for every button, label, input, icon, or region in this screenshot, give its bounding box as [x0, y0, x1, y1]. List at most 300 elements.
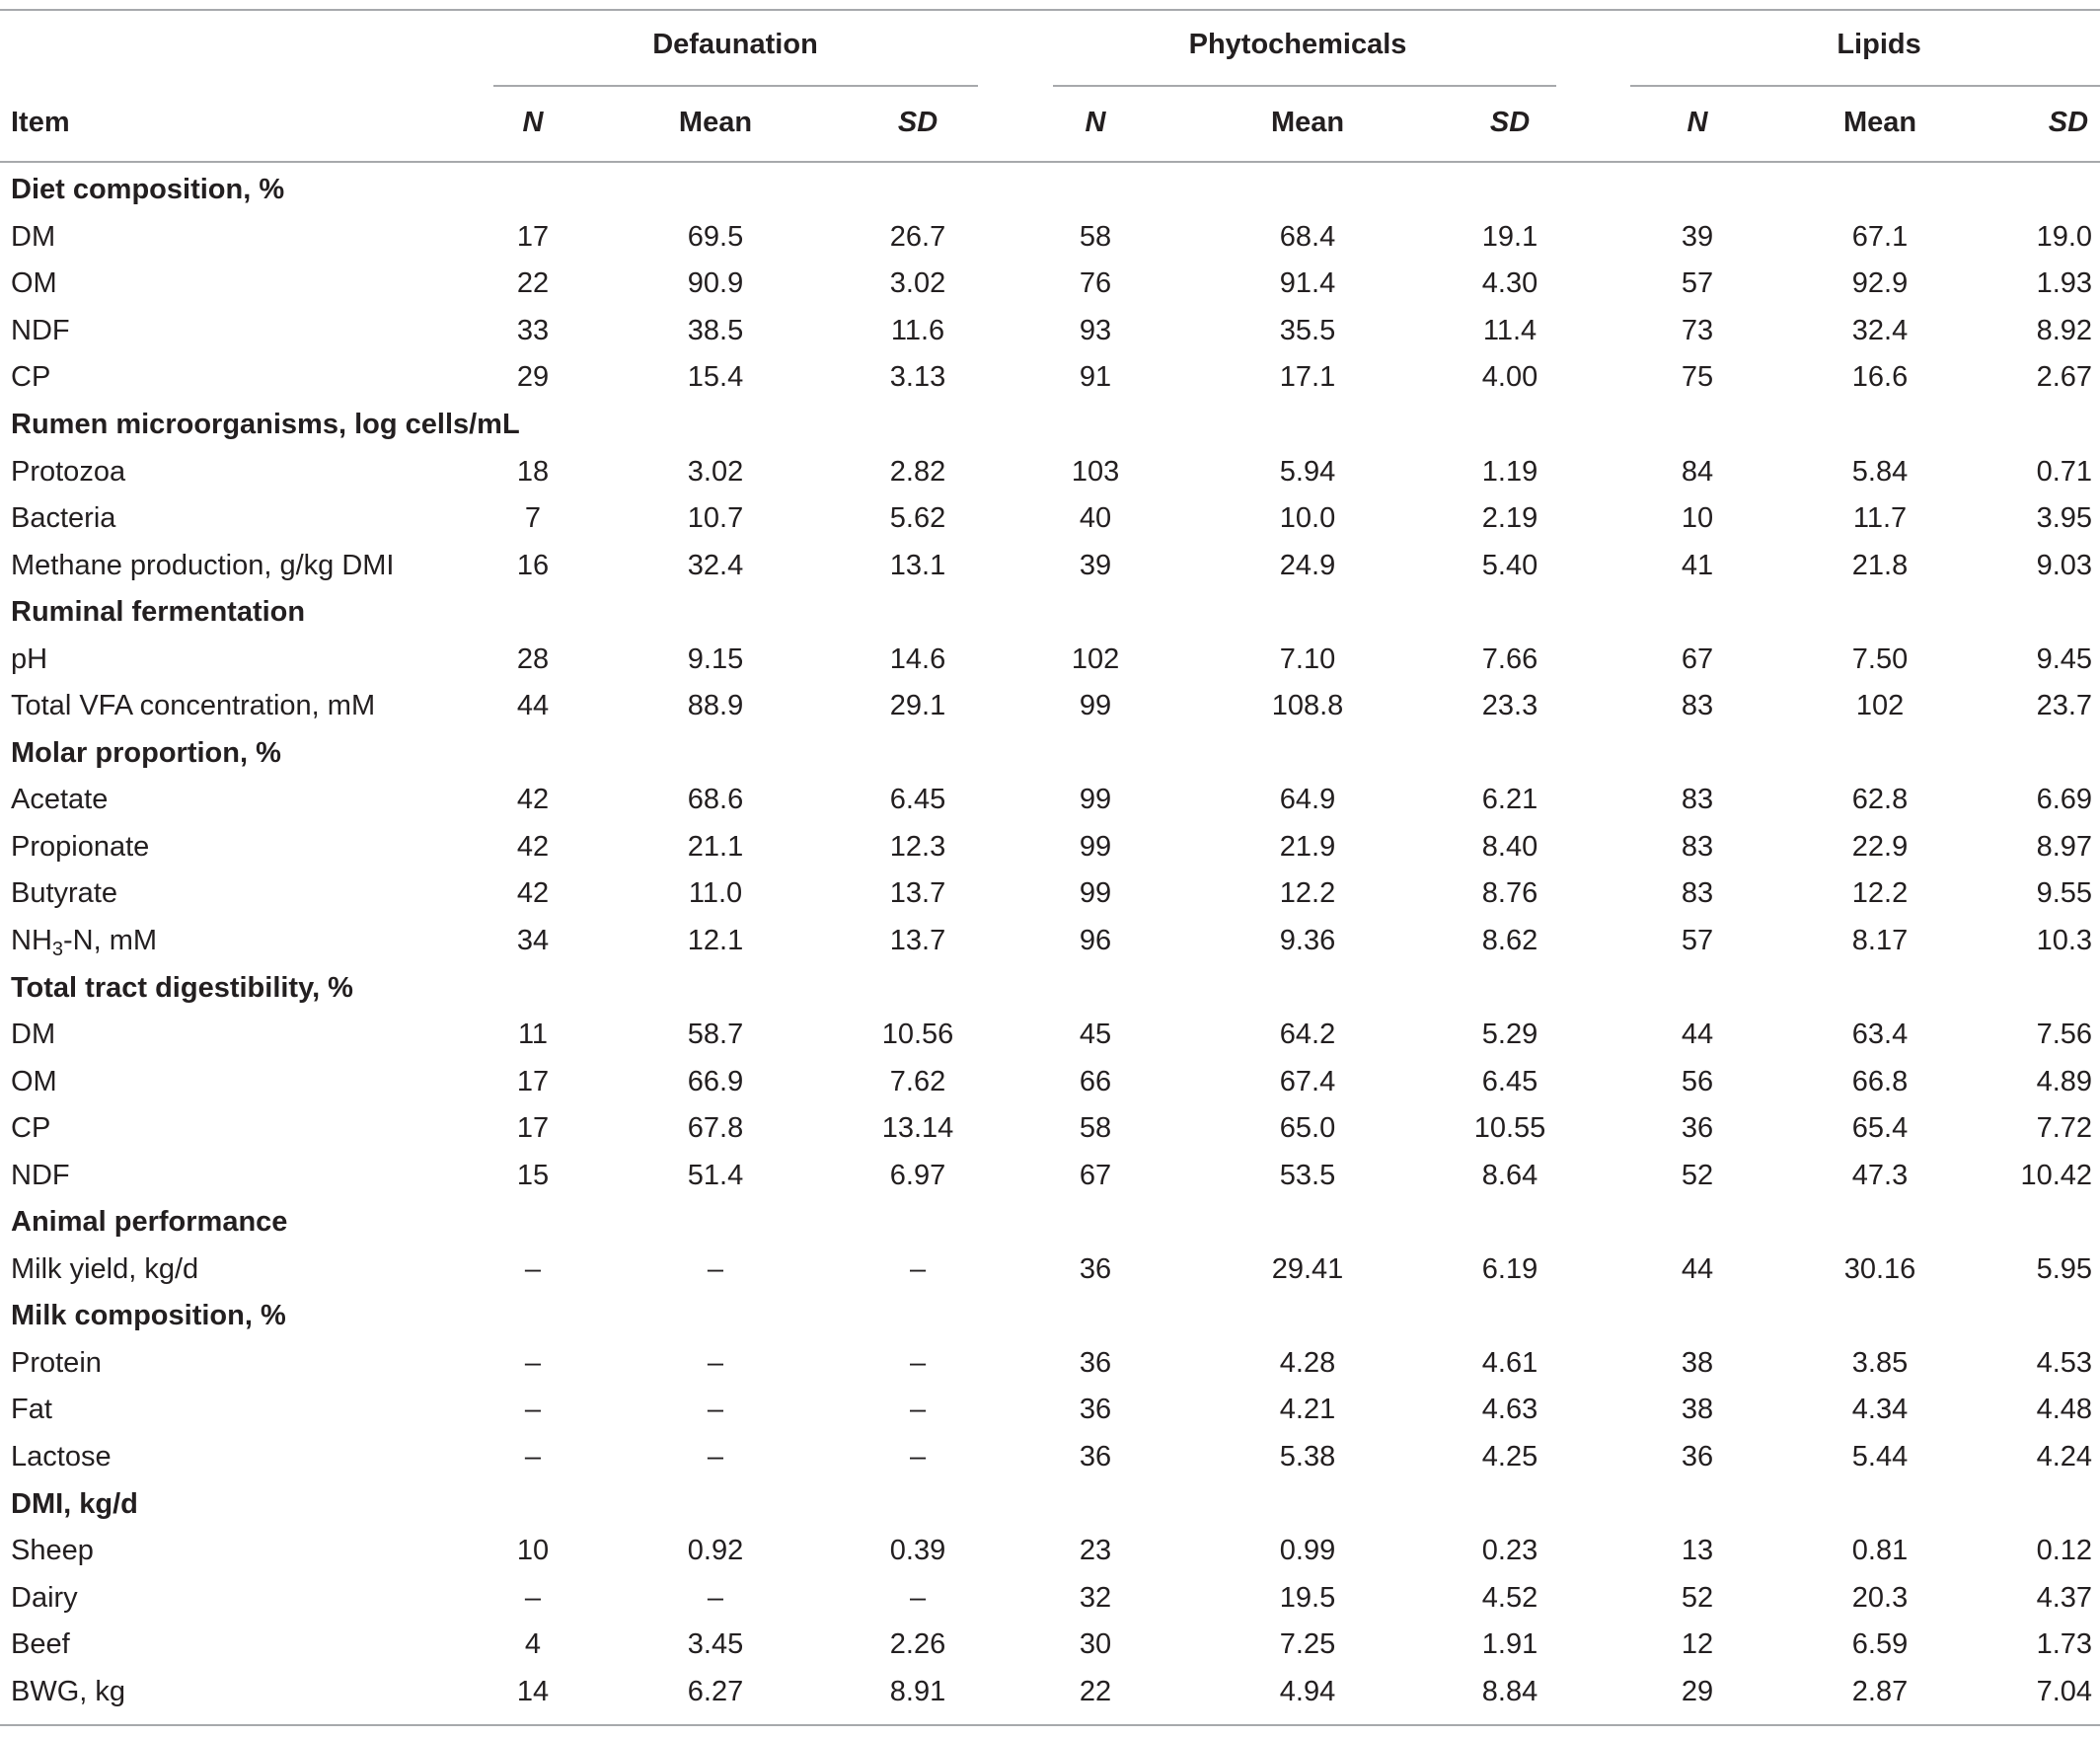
- cell-sd: 3.95: [2036, 502, 2093, 535]
- cell-n: 42: [516, 784, 550, 816]
- cell-mean: 5.38: [1279, 1441, 1336, 1473]
- cell-n: 4: [524, 1628, 542, 1661]
- cell-sd: 7.62: [889, 1065, 946, 1097]
- cell-n: 38: [1681, 1346, 1714, 1379]
- table-row: [0, 1622, 2100, 1669]
- cell-mean: 90.9: [687, 267, 744, 300]
- cell-n: 83: [1681, 830, 1714, 863]
- section-label: Diet composition, %: [11, 174, 285, 206]
- cell-n: 29: [516, 361, 550, 394]
- cell-n: 10: [1681, 502, 1714, 535]
- cell-mean: 3.85: [1851, 1346, 1909, 1379]
- row-label: DM: [11, 1019, 56, 1051]
- cell-sd: 6.21: [1481, 784, 1538, 816]
- cell-sd: –: [909, 1252, 927, 1285]
- cell-sd: 3.02: [889, 267, 946, 300]
- column-header-n: N: [1687, 107, 1708, 138]
- cell-sd: 10.42: [2020, 1159, 2093, 1191]
- cell-mean: 29.41: [1271, 1252, 1344, 1285]
- section-label: Rumen microorganisms, log cells/mL: [11, 409, 520, 440]
- cell-sd: 4.63: [1481, 1394, 1538, 1426]
- row-label: CP: [11, 361, 51, 394]
- cell-mean: 6.27: [687, 1675, 744, 1707]
- cell-sd: 9.03: [2036, 549, 2093, 581]
- cell-n: 38: [1681, 1394, 1714, 1426]
- cell-mean: 62.8: [1851, 784, 1909, 816]
- cell-n: 83: [1681, 784, 1714, 816]
- cell-sd: 1.73: [2036, 1628, 2093, 1661]
- cell-sd: 8.76: [1481, 877, 1538, 910]
- cell-sd: 1.91: [1481, 1628, 1538, 1661]
- cell-sd: 26.7: [889, 220, 946, 253]
- cell-mean: 16.6: [1851, 361, 1909, 394]
- cell-sd: 5.95: [2036, 1252, 2093, 1285]
- column-header-n: N: [522, 107, 544, 138]
- cell-sd: 4.24: [2036, 1441, 2093, 1473]
- cell-n: 34: [516, 925, 550, 957]
- cell-n: 11: [517, 1019, 549, 1051]
- cell-sd: 0.12: [2036, 1535, 2093, 1567]
- cell-sd: 2.19: [1481, 502, 1538, 535]
- cell-sd: 4.61: [1481, 1346, 1538, 1379]
- row-label: DM: [11, 220, 56, 253]
- cell-sd: 7.56: [2036, 1019, 2093, 1051]
- cell-sd: 7.04: [2036, 1675, 2093, 1707]
- cell-sd: 7.66: [1481, 642, 1538, 675]
- cell-sd: 9.55: [2036, 877, 2093, 910]
- cell-mean: 7.25: [1279, 1628, 1336, 1661]
- cell-n: 93: [1079, 314, 1112, 346]
- cell-mean: 7.10: [1279, 642, 1336, 675]
- table-row: [0, 777, 2100, 824]
- cell-mean: 24.9: [1279, 549, 1336, 581]
- group-header-row: [0, 10, 2100, 79]
- cell-n: 66: [1079, 1065, 1112, 1097]
- cell-sd: 7.72: [2036, 1112, 2093, 1145]
- section-header-row: [0, 730, 2100, 778]
- cell-n: 22: [1079, 1675, 1112, 1707]
- cell-mean: 67.1: [1851, 220, 1909, 253]
- cell-mean: 88.9: [687, 690, 744, 722]
- cell-mean: –: [707, 1346, 724, 1379]
- cell-sd: 0.23: [1481, 1535, 1538, 1567]
- cell-sd: –: [909, 1394, 927, 1426]
- row-label-part: NH: [11, 925, 52, 957]
- cell-sd: 19.0: [2036, 220, 2093, 253]
- row-label: Sheep: [11, 1535, 94, 1567]
- row-label: Milk yield, kg/d: [11, 1252, 199, 1285]
- table-body: [0, 167, 2100, 1715]
- table-row: [0, 1669, 2100, 1716]
- cell-sd: 8.91: [889, 1675, 946, 1707]
- cell-sd: 0.71: [2036, 455, 2093, 488]
- cell-mean: 9.15: [687, 642, 744, 675]
- cell-mean: 108.8: [1271, 690, 1344, 722]
- cell-mean: 2.87: [1851, 1675, 1909, 1707]
- row-label: Protozoa: [11, 455, 126, 488]
- cell-mean: 10.0: [1279, 502, 1336, 535]
- table-row: [0, 1058, 2100, 1105]
- column-header-item: Item: [11, 107, 70, 138]
- cell-mean: 65.0: [1279, 1112, 1336, 1145]
- cell-mean: 67.8: [687, 1112, 744, 1145]
- table-row: [0, 495, 2100, 543]
- column-header-row: [0, 79, 2100, 167]
- cell-sd: 19.1: [1481, 220, 1538, 253]
- row-label: CP: [11, 1112, 51, 1145]
- cell-n: –: [524, 1581, 542, 1614]
- cell-mean: 67.4: [1279, 1065, 1336, 1097]
- section-header-row: [0, 964, 2100, 1012]
- cell-sd: 12.3: [889, 830, 946, 863]
- cell-mean: 32.4: [1851, 314, 1909, 346]
- cell-n: 99: [1079, 830, 1112, 863]
- cell-n: 91: [1079, 361, 1112, 394]
- cell-n: 17: [516, 1065, 550, 1097]
- column-header-mean: Mean: [678, 107, 753, 138]
- group-header-phytochemicals: Phytochemicals: [1188, 28, 1407, 60]
- cell-n: 32: [1079, 1581, 1112, 1614]
- section-header-row: [0, 589, 2100, 637]
- section-label: Ruminal fermentation: [11, 596, 306, 629]
- section-header-row: [0, 167, 2100, 214]
- cell-sd: 8.62: [1481, 925, 1538, 957]
- cell-n: 13: [1681, 1535, 1714, 1567]
- cell-mean: 8.17: [1851, 925, 1909, 957]
- cell-sd: 5.40: [1481, 549, 1538, 581]
- cell-mean: 12.2: [1279, 877, 1336, 910]
- cell-n: 45: [1079, 1019, 1112, 1051]
- table-row: [0, 542, 2100, 589]
- cell-mean: 66.8: [1851, 1065, 1909, 1097]
- cell-sd: 13.7: [889, 877, 946, 910]
- cell-n: 67: [1079, 1159, 1112, 1191]
- cell-n: –: [524, 1252, 542, 1285]
- cell-mean: 19.5: [1279, 1581, 1336, 1614]
- column-header-sd: SD: [2048, 107, 2089, 138]
- cell-sd: 5.62: [889, 502, 946, 535]
- row-label: Acetate: [11, 784, 109, 816]
- cell-mean: 12.2: [1851, 877, 1909, 910]
- table-row: [0, 1246, 2100, 1294]
- cell-n: 36: [1681, 1112, 1714, 1145]
- cell-mean: 4.94: [1279, 1675, 1336, 1707]
- cell-sd: 23.3: [1481, 690, 1538, 722]
- cell-sd: 8.97: [2036, 830, 2093, 863]
- group-header-empty: [0, 10, 474, 79]
- cell-mean: 92.9: [1851, 267, 1909, 300]
- table-row: [0, 636, 2100, 683]
- cell-mean: 5.84: [1851, 455, 1909, 488]
- cell-sd: –: [909, 1346, 927, 1379]
- cell-mean: 64.9: [1279, 784, 1336, 816]
- cell-mean: 65.4: [1851, 1112, 1909, 1145]
- cell-n: 83: [1681, 877, 1714, 910]
- cell-sd: 4.00: [1481, 361, 1538, 394]
- cell-sd: 2.82: [889, 455, 946, 488]
- table-row: [0, 308, 2100, 355]
- cell-mean: 7.50: [1851, 642, 1909, 675]
- table-row: [0, 1387, 2100, 1434]
- row-label: OM: [11, 1065, 57, 1097]
- cell-mean: 69.5: [687, 220, 744, 253]
- cell-mean: 20.3: [1851, 1581, 1909, 1614]
- cell-n: –: [524, 1394, 542, 1426]
- cell-mean: 30.16: [1843, 1252, 1916, 1285]
- cell-n: 17: [516, 1112, 550, 1145]
- table-row: [0, 354, 2100, 402]
- cell-sd: 29.1: [889, 690, 946, 722]
- column-header-n: N: [1085, 107, 1106, 138]
- column-header-mean: Mean: [1270, 107, 1345, 138]
- section-header-row: [0, 1480, 2100, 1528]
- cell-sd: 4.89: [2036, 1065, 2093, 1097]
- cell-mean: 68.4: [1279, 220, 1336, 253]
- cell-sd: 10.55: [1473, 1112, 1546, 1145]
- cell-mean: 21.9: [1279, 830, 1336, 863]
- cell-sd: 1.19: [1481, 455, 1538, 488]
- table-row: [0, 214, 2100, 262]
- row-label: Beef: [11, 1628, 70, 1661]
- cell-n: 52: [1681, 1159, 1714, 1191]
- row-label: Protein: [11, 1346, 102, 1379]
- section-header-row: [0, 402, 2100, 449]
- cell-mean: 10.7: [687, 502, 744, 535]
- cell-n: 16: [516, 549, 550, 581]
- cell-sd: 4.53: [2036, 1346, 2093, 1379]
- row-label: Propionate: [11, 830, 150, 863]
- data-table: [0, 10, 2100, 1715]
- cell-n: 99: [1079, 877, 1112, 910]
- row-label: NDF: [11, 1159, 70, 1191]
- cell-mean: 91.4: [1279, 267, 1336, 300]
- cell-n: 41: [1681, 549, 1714, 581]
- cell-n: 67: [1681, 642, 1714, 675]
- cell-n: 39: [1681, 220, 1714, 253]
- cell-n: 33: [516, 314, 550, 346]
- row-label: Butyrate: [11, 877, 117, 910]
- cell-mean: –: [707, 1581, 724, 1614]
- cell-mean: 5.94: [1279, 455, 1336, 488]
- cell-mean: 0.92: [687, 1535, 744, 1567]
- cell-mean: –: [707, 1252, 724, 1285]
- cell-mean: 11.7: [1852, 502, 1908, 535]
- row-label: Dairy: [11, 1581, 78, 1614]
- cell-sd: 4.37: [2036, 1581, 2093, 1614]
- cell-n: 99: [1079, 784, 1112, 816]
- cell-sd: 10.56: [881, 1019, 954, 1051]
- column-header-sd: SD: [897, 107, 938, 138]
- cell-n: 36: [1681, 1441, 1714, 1473]
- cell-n: 99: [1079, 690, 1112, 722]
- row-label: Bacteria: [11, 502, 116, 535]
- cell-n: 44: [516, 690, 550, 722]
- cell-sd: 4.52: [1481, 1581, 1538, 1614]
- cell-n: 14: [516, 1675, 550, 1707]
- cell-mean: 21.1: [687, 830, 744, 863]
- cell-n: 17: [516, 220, 550, 253]
- section-header-row: [0, 1293, 2100, 1340]
- cell-mean: 47.3: [1851, 1159, 1909, 1191]
- section-header-row: [0, 1199, 2100, 1246]
- row-label: Fat: [11, 1394, 52, 1426]
- cell-n: 42: [516, 877, 550, 910]
- cell-mean: 11.0: [688, 877, 743, 910]
- cell-mean: 0.99: [1279, 1535, 1336, 1567]
- cell-sd: 2.67: [2036, 361, 2093, 394]
- cell-sd: 2.26: [889, 1628, 946, 1661]
- cell-sd: 4.30: [1481, 267, 1538, 300]
- cell-mean: 6.59: [1851, 1628, 1909, 1661]
- cell-sd: 8.84: [1481, 1675, 1538, 1707]
- cell-mean: –: [707, 1441, 724, 1473]
- cell-n: 44: [1681, 1019, 1714, 1051]
- cell-sd: 8.40: [1481, 830, 1538, 863]
- column-header-sd: SD: [1489, 107, 1531, 138]
- section-label: Milk composition, %: [11, 1300, 286, 1332]
- row-label: Methane production, g/kg DMI: [11, 549, 395, 581]
- table-row: [0, 870, 2100, 918]
- cell-n: 52: [1681, 1581, 1714, 1614]
- cell-mean: 9.36: [1279, 925, 1336, 957]
- cell-n: 57: [1681, 267, 1714, 300]
- cell-mean: 64.2: [1279, 1019, 1336, 1051]
- cell-n: 102: [1071, 642, 1120, 675]
- cell-sd: 4.25: [1481, 1441, 1538, 1473]
- row-label-subscript: 3: [51, 939, 64, 961]
- table-row: [0, 918, 2100, 965]
- cell-mean: 0.81: [1851, 1535, 1909, 1567]
- table-row: [0, 683, 2100, 730]
- cell-mean: 21.8: [1851, 549, 1909, 581]
- section-label: Molar proportion, %: [11, 736, 281, 769]
- cell-sd: 0.39: [889, 1535, 946, 1567]
- cell-n: 103: [1071, 455, 1120, 488]
- column-header-mean: Mean: [1842, 107, 1917, 138]
- cell-sd: 6.97: [889, 1159, 946, 1191]
- cell-n: 7: [524, 502, 542, 535]
- cell-n: 40: [1079, 502, 1112, 535]
- cell-n: 58: [1079, 1112, 1112, 1145]
- table-row: [0, 1012, 2100, 1059]
- row-label: OM: [11, 267, 57, 300]
- table-row: [0, 1528, 2100, 1575]
- cell-n: 39: [1079, 549, 1112, 581]
- cell-n: –: [524, 1441, 542, 1473]
- cell-n: 73: [1681, 314, 1714, 346]
- table-row: [0, 1340, 2100, 1388]
- cell-sd: 6.45: [889, 784, 946, 816]
- cell-mean: 68.6: [687, 784, 744, 816]
- cell-sd: 8.64: [1481, 1159, 1538, 1191]
- cell-sd: 1.93: [2036, 267, 2093, 300]
- cell-sd: 9.45: [2036, 642, 2093, 675]
- bottom-rule: [0, 1724, 2100, 1726]
- cell-mean: 15.4: [687, 361, 744, 394]
- cell-sd: 5.29: [1481, 1019, 1538, 1051]
- cell-n: 36: [1079, 1346, 1112, 1379]
- row-label: BWG, kg: [11, 1675, 126, 1707]
- cell-sd: 6.19: [1481, 1252, 1538, 1285]
- cell-n: 22: [516, 267, 550, 300]
- cell-sd: 10.3: [2036, 925, 2093, 957]
- cell-n: 36: [1079, 1252, 1112, 1285]
- cell-mean: 17.1: [1279, 361, 1336, 394]
- table-row: [0, 1434, 2100, 1481]
- cell-n: 23: [1079, 1535, 1112, 1567]
- cell-sd: 11.4: [1482, 314, 1538, 346]
- cell-sd: 6.45: [1481, 1065, 1538, 1097]
- cell-mean: 3.45: [687, 1628, 744, 1661]
- cell-n: 76: [1079, 267, 1112, 300]
- cell-n: 10: [516, 1535, 550, 1567]
- cell-mean: 32.4: [687, 549, 744, 581]
- cell-mean: 58.7: [687, 1019, 744, 1051]
- group-header-lipids: Lipids: [1837, 28, 1921, 60]
- row-label: Total VFA concentration, mM: [11, 690, 376, 722]
- cell-n: 42: [516, 830, 550, 863]
- cell-mean: 66.9: [687, 1065, 744, 1097]
- cell-mean: 22.9: [1851, 830, 1909, 863]
- cell-n: 58: [1079, 220, 1112, 253]
- cell-n: 44: [1681, 1252, 1714, 1285]
- cell-n: 18: [516, 455, 550, 488]
- cell-mean: 4.21: [1279, 1394, 1336, 1426]
- cell-mean: 51.4: [687, 1159, 744, 1191]
- cell-mean: 12.1: [687, 925, 744, 957]
- row-label: Lactose: [11, 1441, 112, 1473]
- row-label: NDF: [11, 314, 70, 346]
- cell-n: 84: [1681, 455, 1714, 488]
- cell-sd: 6.69: [2036, 784, 2093, 816]
- cell-sd: –: [909, 1581, 927, 1614]
- cell-sd: 3.13: [889, 361, 946, 394]
- section-label: Total tract digestibility, %: [11, 971, 353, 1004]
- cell-mean: 38.5: [687, 314, 744, 346]
- cell-mean: 63.4: [1851, 1019, 1909, 1051]
- cell-n: 75: [1681, 361, 1714, 394]
- row-label-part: -N, mM: [63, 925, 158, 957]
- cell-sd: 13.14: [881, 1112, 954, 1145]
- cell-n: 12: [1681, 1628, 1714, 1661]
- cell-n: 96: [1079, 925, 1112, 957]
- cell-n: 57: [1681, 925, 1714, 957]
- cell-sd: 11.6: [890, 314, 945, 346]
- cell-mean: 4.34: [1851, 1394, 1909, 1426]
- section-label: DMI, kg/d: [11, 1487, 138, 1520]
- cell-n: 36: [1079, 1394, 1112, 1426]
- cell-n: 29: [1681, 1675, 1714, 1707]
- cell-mean: 35.5: [1279, 314, 1336, 346]
- cell-mean: 3.02: [687, 455, 744, 488]
- cell-n: 83: [1681, 690, 1714, 722]
- cell-n: 28: [516, 642, 550, 675]
- row-label: pH: [11, 642, 48, 675]
- section-label: Animal performance: [11, 1206, 288, 1239]
- cell-n: 15: [516, 1159, 550, 1191]
- table-row: [0, 1105, 2100, 1153]
- table-row: [0, 1152, 2100, 1199]
- cell-sd: 4.48: [2036, 1394, 2093, 1426]
- cell-mean: 53.5: [1279, 1159, 1336, 1191]
- group-header-defaunation: Defaunation: [652, 28, 818, 60]
- cell-n: 56: [1681, 1065, 1714, 1097]
- cell-sd: 14.6: [889, 642, 946, 675]
- cell-mean: –: [707, 1394, 724, 1426]
- table-row: [0, 824, 2100, 871]
- cell-sd: 13.7: [889, 925, 946, 957]
- table-row: [0, 448, 2100, 495]
